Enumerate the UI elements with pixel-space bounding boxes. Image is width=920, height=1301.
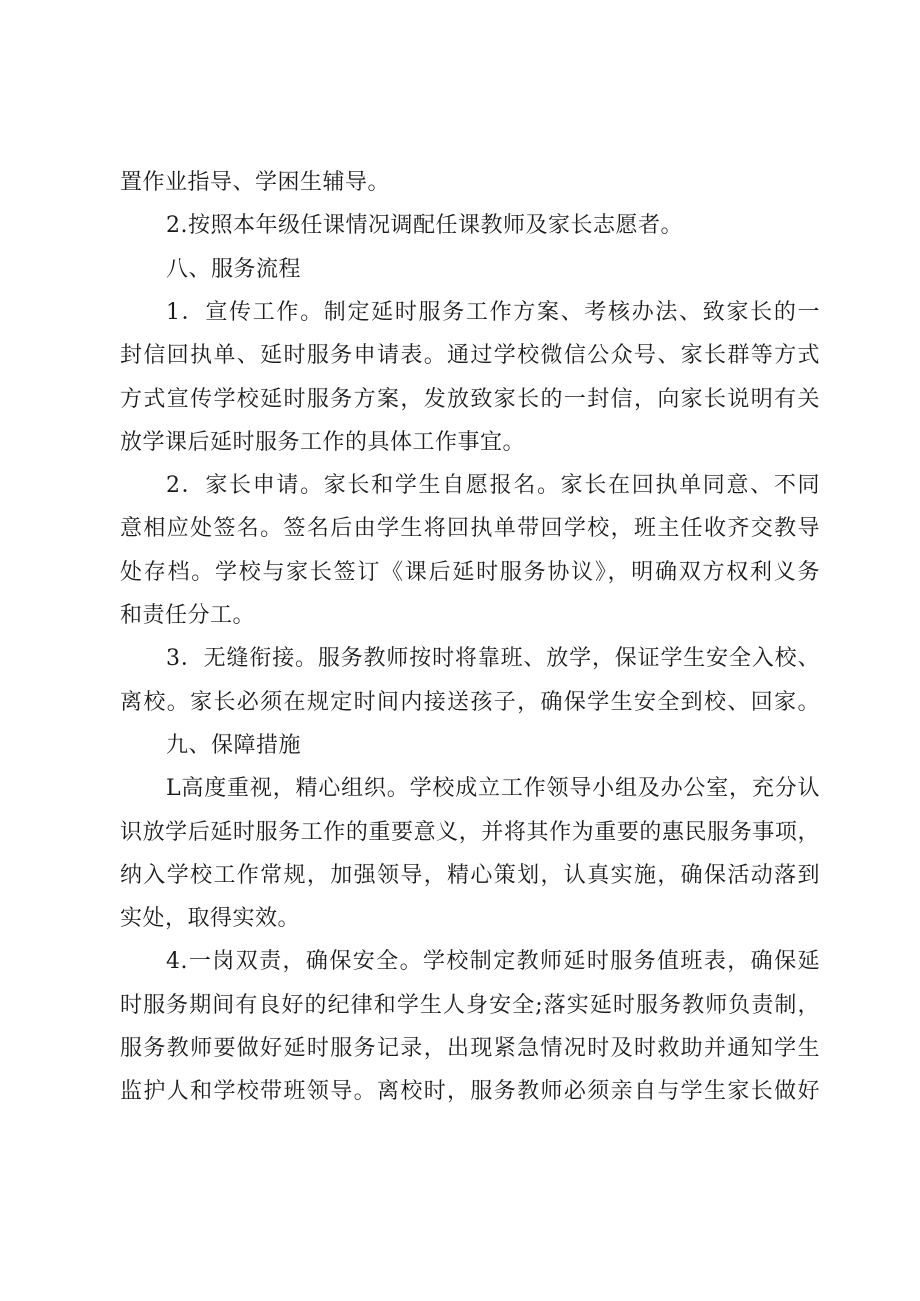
- text-line: 离校。家长必须在规定时间内接送孩子，确保学生安全到校、回家。: [120, 689, 820, 715]
- text-line: 纳入学校工作常规，加强领导，精心策划，认真实施，确保活动落到: [120, 862, 820, 888]
- text-line: 3．无缝衔接。服务教师按时将靠班、放学，保证学生安全入校、: [166, 646, 820, 672]
- text-line: 2．家长申请。家长和学生自愿报名。家长在回执单同意、不同: [166, 473, 820, 499]
- text-line: 识放学后延时服务工作的重要意义，并将其作为重要的惠民服务事项，: [120, 819, 820, 845]
- text-line: 方式宣传学校延时服务方案，发放致家长的一封信，向家长说明有关: [120, 386, 820, 412]
- text-line: 八、服务流程: [166, 256, 302, 282]
- text-line: 和责任分工。: [120, 603, 256, 628]
- text-line: L高度重视，精心组织。学校成立工作领导小组及办公室，充分认: [166, 776, 820, 802]
- text-line: 1．宣传工作。制定延时服务工作方案、考核办法、致家长的一: [166, 299, 820, 325]
- text-line: 九、保障措施: [166, 732, 302, 758]
- text-line: 处存档。学校与家长签订《课后延时服务协议》，明确双方权利义务: [120, 559, 820, 585]
- text-line: 时服务期间有良好的纪律和学生人身安全;落实延时服务教师负责制，: [120, 992, 820, 1018]
- text-line: 置作业指导、学困生辅导。: [120, 170, 391, 195]
- text-line: 监护人和学校带班领导。离校时，服务教师必须亲自与学生家长做好: [120, 1079, 820, 1105]
- text-line: 4.一岗双责，确保安全。学校制定教师延时服务值班表，确保延: [166, 949, 820, 975]
- text-line: 实处，取得实效。: [120, 906, 301, 932]
- text-line: 封信回执单、延时服务申请表。通过学校微信公众号、家长群等方式: [120, 343, 820, 369]
- text-line: 2.按照本年级任课情况调配任课教师及家长志愿者。: [166, 213, 683, 239]
- text-line: 服务教师要做好延时服务记录，出现紧急情况时及时救助并通知学生: [120, 1036, 820, 1061]
- text-line: 意相应处签名。签名后由学生将回执单带回学校，班主任收齐交教导: [120, 516, 820, 542]
- text-line: 放学课后延时服务工作的具体工作事宜。: [120, 429, 526, 455]
